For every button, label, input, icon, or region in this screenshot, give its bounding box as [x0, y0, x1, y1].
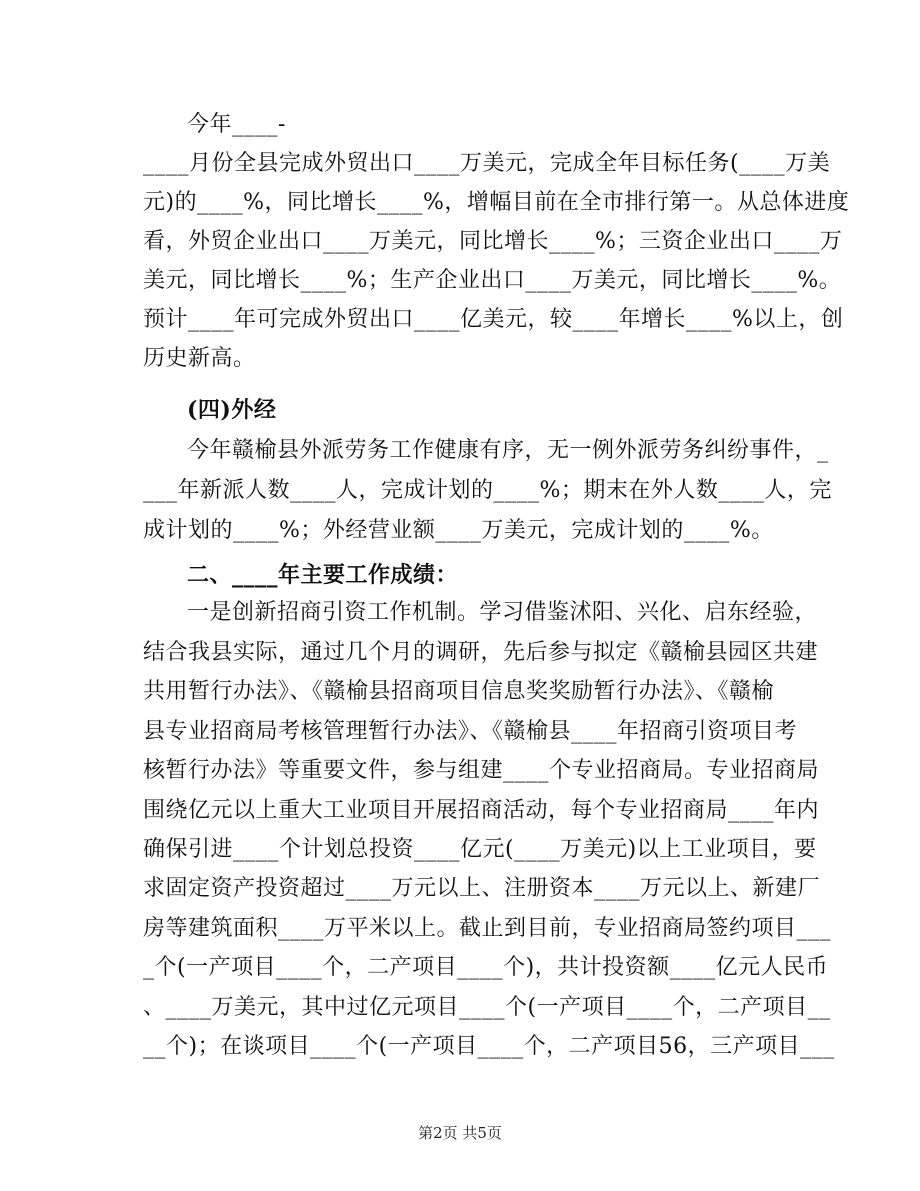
- paragraph-line: 元)的____%，同比增长____%，增幅目前在全市排行第一。从总体进度: [143, 190, 850, 215]
- paragraph-line: 一是创新招商引资工作机制。学习借鉴沭阳、兴化、启东经验，: [187, 600, 818, 625]
- paragraph-line: 结合我县实际，通过几个月的调研，先后参与拟定《赣榆县园区共建: [143, 640, 819, 665]
- paragraph-line: ___年新派人数____人，完成计划的____%；期末在外人数____人，完: [143, 478, 832, 503]
- paragraph-line: 预计____年可完成外贸出口____亿美元，较____年增长____%以上，创: [143, 307, 844, 332]
- paragraph-line: ____月份全县完成外贸出口____万美元，完成全年目标任务(____万美: [143, 151, 831, 176]
- paragraph-line: 围绕亿元以上重大工业项目开展招商活动，每个专业招商局____年内: [143, 798, 820, 823]
- paragraph-line: 县专业招商局考核管理暂行办法》、《赣榆县____年招商引资项目考: [143, 719, 798, 744]
- paragraph-line: 今年赣榆县外派劳务工作健康有序，无一例外派劳务纠纷事件，_: [187, 438, 829, 463]
- paragraph-line: 核暂行办法》等重要文件，参与组建____个专业招商局。专业招商局: [143, 758, 820, 783]
- paragraph-line: _个(一产项目____个，二产项目____个)，共计投资额____亿元人民币: [143, 955, 829, 980]
- section-heading: (四)外经: [187, 397, 277, 423]
- paragraph-line: 成计划的____%；外经营业额____万美元，完成计划的____%。: [143, 518, 774, 543]
- page-number-footer: 第2页 共5页: [418, 1124, 502, 1142]
- paragraph-line: 美元，同比增长____%；生产企业出口____万美元，同比增长____%。: [143, 268, 842, 293]
- paragraph-line: 共用暂行办法》、《赣榆县招商项目信息奖奖励暂行办法》、《赣榆: [143, 679, 775, 704]
- paragraph-line: 看，外贸企业出口____万美元，同比增长____%；三资企业出口____万: [143, 229, 843, 254]
- paragraph-line: 求固定资产投资超过____万元以上、注册资本____万元以上、新建厂: [143, 876, 821, 901]
- section-heading: 二、____年主要工作成绩：: [187, 562, 459, 588]
- paragraph-line: 房等建筑面积____万平米以上。截止到目前，专业招商局签约项目___: [143, 916, 832, 941]
- paragraph-line: 历史新高。: [143, 346, 256, 371]
- paragraph-line: __个)；在谈项目____个(一产项目____个，二产项目56，三产项目___: [143, 1034, 835, 1059]
- paragraph-line: 、____万美元，其中过亿元项目____个(一产项目____个，二产项目__: [143, 995, 831, 1020]
- paragraph-line: 今年____-: [187, 112, 286, 137]
- paragraph-line: 确保引进____个计划总投资____亿元(____万美元)以上工业项目，要: [143, 837, 817, 862]
